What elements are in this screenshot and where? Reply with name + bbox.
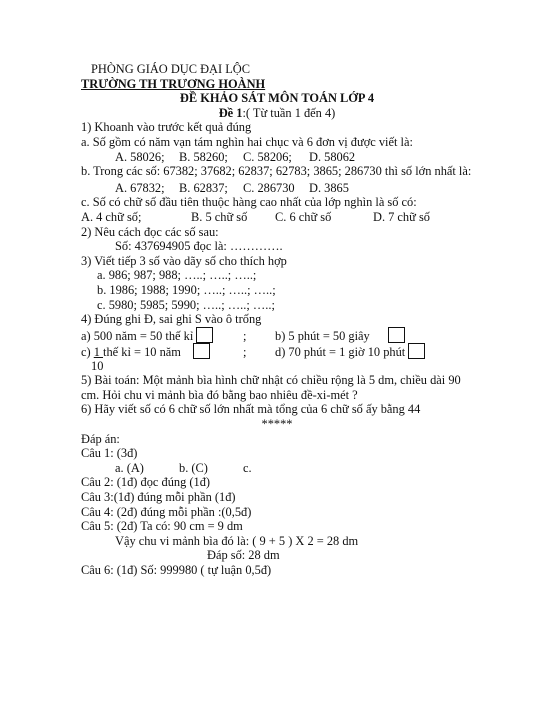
q6-text: 6) Hãy viết số có 6 chữ số lớn nhất mà tổng của 6 chữ số ấy bằng 44 — [81, 402, 421, 417]
q4-heading: 4) Đúng ghi Đ, sai ghi S vào ô trống — [81, 312, 262, 327]
q1b-option-a: A. 67832; — [115, 180, 165, 195]
q3-item-c: c. 5980; 5985; 5990; …..; …..; …..; — [97, 297, 275, 312]
q1a-options — [81, 150, 473, 165]
document-page — [81, 62, 473, 578]
q1b-option-d: D. 3865 — [309, 180, 349, 195]
q1b-text: b. Trong các số: 67382; 37682; 62837; 62783; 3865; 286730 thì số lớn nhất là: — [81, 164, 472, 179]
q4c-separator: ; — [243, 344, 247, 359]
answers-heading: Đáp án: — [81, 431, 120, 446]
q4d-answer-box[interactable] — [408, 343, 425, 359]
q4-row-cd — [81, 343, 473, 359]
answer-c5-line3: Đáp số: 28 dm — [207, 548, 280, 563]
exam-number: Đề 1 — [218, 105, 243, 120]
q1c-option-c: C. 6 chữ số — [275, 209, 332, 224]
answer-c1: Câu 1: (3đ) — [81, 446, 138, 461]
answer-c6: Câu 6: (1đ) Số: 999980 ( tự luận 0,5đ) — [81, 563, 272, 577]
answer-c3: Câu 3:(1đ) đúng mỗi phần (1đ) — [81, 490, 236, 505]
answer-c1-a: a. (A) — [115, 460, 144, 475]
q1b-option-c: C. 286730 — [243, 180, 295, 195]
q1c-option-b: B. 5 chữ số — [191, 209, 248, 224]
q1a-option-b: B. 58260; — [179, 149, 228, 164]
q4a-separator: ; — [243, 328, 247, 343]
q2-line: Số: 437694905 đọc là: …………. — [115, 239, 283, 254]
q4-row-ab — [81, 327, 473, 343]
q1-heading: 1) Khoanh vào trước kết quả đúng — [81, 120, 252, 135]
q4b-answer-box[interactable] — [388, 327, 405, 343]
q3-item-b: b. 1986; 1988; 1990; …..; …..; …..; — [97, 282, 276, 297]
q4a-statement: a) 500 năm = 50 thế kỉ — [81, 327, 203, 344]
answer-c5-line2: Vậy chu vi mảnh bìa đó là: ( 9 + 5 ) X 2 = 28 dm — [115, 533, 359, 548]
answer-c2: Câu 2: (1đ) đọc đúng (1đ) — [81, 475, 211, 490]
answer-c5: Câu 5: (2đ) Ta có: 90 cm = 9 dm — [81, 519, 243, 534]
q1b-option-b: B. 62837; — [179, 180, 228, 195]
answer-c4: Câu 4: (2đ) đúng mỗi phần :(0,5đ) — [81, 504, 252, 519]
school-name: TRƯỜNG TH TRƯƠNG HOÀNH — [81, 76, 266, 91]
q4c-fraction-numerator: 1 — [93, 344, 104, 359]
q2-heading: 2) Nêu cách đọc các số sau: — [81, 224, 219, 239]
q1c-options — [81, 210, 473, 225]
q3-heading: 3) Viết tiếp 3 số vào dãy số cho thích hợp — [81, 253, 287, 268]
q1a-option-d: D. 58062 — [309, 149, 356, 164]
q1c-option-d: D. 7 chữ số — [373, 209, 430, 224]
q1c-text: c. Số có chữ số đầu tiên thuộc hàng cao nhất của lớp nghìn là số có: — [81, 195, 417, 210]
q4c-statement: c) 1 thế kỉ = 10 năm — [81, 343, 203, 360]
q1b-options — [81, 181, 473, 196]
q4d-statement: d) 70 phút = 1 giờ 10 phút — [275, 343, 425, 360]
q1a-option-a: A. 58026; — [115, 149, 165, 164]
department-name: PHÒNG GIÁO DỤC ĐẠI LỘC — [91, 62, 251, 76]
exam-subtitle — [81, 106, 473, 121]
q1a-text: a. Số gồm có năm vạn tám nghìn hai chục và 6 đơn vị được viết là: — [81, 134, 413, 149]
answer-c1-c: c. — [243, 460, 252, 475]
q4b-statement: b) 5 phút = 50 giây — [275, 327, 405, 344]
q1c-option-a: A. 4 chữ số; — [81, 209, 142, 224]
q1a-option-c: C. 58206; — [243, 149, 292, 164]
exam-weeks: :( Từ tuần 1 đến 4) — [242, 105, 336, 120]
exam-title: ĐỀ KHẢO SÁT MÔN TOÁN LỚP 4 — [179, 91, 375, 106]
answer-c1-options — [81, 461, 473, 476]
separator-stars: ***** — [261, 417, 293, 432]
q5-text: 5) Bài toán: Một mảnh bìa hình chữ nhật có chiều rộng là 5 dm, chiều dài 90 cm. Hỏi chu vi mảnh bìa đó bằng bao nhiêu đề-xi-mét ? — [81, 373, 461, 402]
q4c-fraction-denominator: 10 — [91, 358, 104, 373]
q3-item-a: a. 986; 987; 988; …..; …..; …..; — [97, 268, 257, 283]
answer-c1-b: b. (C) — [179, 460, 208, 475]
